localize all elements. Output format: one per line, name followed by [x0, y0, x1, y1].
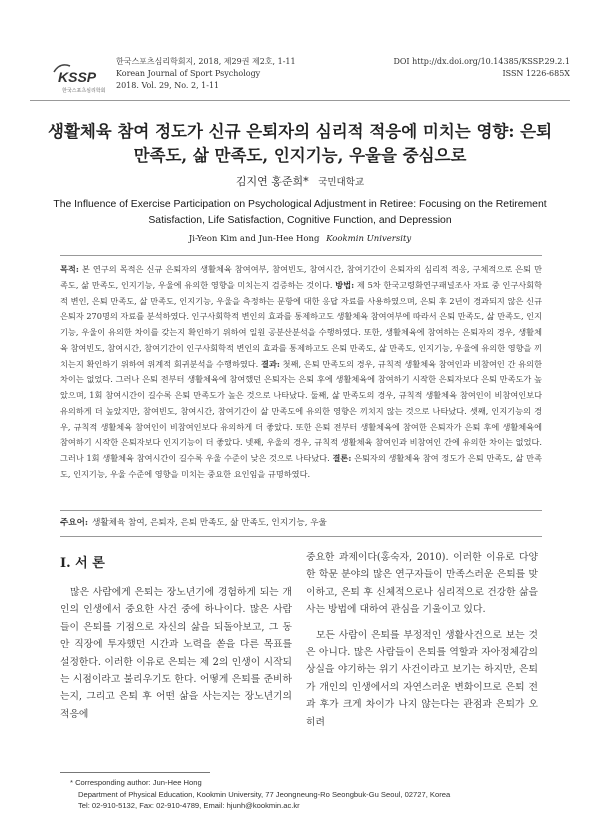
- footnote: [70, 777, 450, 812]
- author-names-ko: 김지연 홍준희*: [235, 175, 309, 188]
- journal-name-ko: 한국스포츠심리학회지, 2018, 제29권 제2호, 1-11: [116, 57, 296, 66]
- abstract-method: 제 5차 한국고령화연구패널조사 자료 중 인구사회학적 변인, 은퇴 만족도, 삶 만족도, 인지기능, 우울을 측정하는 문항에 대한 응답 자료를 사용하였으며, 은퇴 후 2년이 경과되지 않은 신규 은퇴자 270명의 자료를 분석하였다. 인구사회학적 변인의 효과를 통제하고도 생활체육 참여여부에 따라서 은퇴 만족도, 삶 만족도, 인지기능, 우울이 유의한 차이를 갖는지 확인하기 위하여 일원 공분산분석을 수행하였다. 또한, 생활체육에 참여하는 은퇴자의 경우, 생활체육 참여빈도, 참여시간, 참여기간이 인구사회학적 변인의 효과를 통제하고도 은퇴 만족도, 삶 만족도, 인지기능, 우울에 유의한 영향을 끼치는지 확인하기 위하여 위계적 회귀분석을 수행하였다.: [60, 279, 543, 369]
- abstract-conclusion-label: 결론:: [332, 453, 352, 463]
- body-paragraph: 많은 사람에게 은퇴는 장노년기에 경험하게 되는 개인의 인생에서 중요한 사건 중에 하나이다. 많은 사람들이 은퇴를 기점으로 자신의 삶을 되돌아보고, 그 동안 직장에 투자했던 시간과 노력을 쏟을 다른 목표를 설정한다. 이러한 이유로 은퇴는 제 2의 인생이 시작되는 시점이라고 불리우기도 한다. 어떻게 은퇴를 준비하는지, 그리고 은퇴 후 어떤 삶을 사는지는 장노년기의 적응에: [60, 587, 292, 720]
- affiliation-ko: 국민대학교: [318, 177, 365, 188]
- title-ko-line2: 만족도, 삶 만족도, 인지기능, 우울을 중심으로: [133, 146, 467, 165]
- authors-ko: [0, 173, 600, 189]
- keywords-top-rule: [60, 510, 542, 511]
- body-column-right: [306, 549, 538, 731]
- journal-logo: [50, 58, 112, 96]
- authors-en: [0, 234, 600, 244]
- journal-identifiers: [393, 56, 570, 80]
- footnote-address: Department of Physical Education, Kookmin University, 77 Jeongneung-Ro Seongbuk-Gu Seoul, 02727, Korea: [78, 789, 451, 799]
- abstract-purpose: 본 연구의 목적은 신규 은퇴자의 생활체육 참여여부, 참여빈도, 참여시간, 참여기간이 은퇴자의 심리적 적응, 구체적으로 은퇴 만족도, 삶 만족도, 인지기능, 우울에 유의한 영향을 미치는지 검증하는 것이다.: [60, 264, 542, 290]
- issn-text: ISSN 1226-685X: [502, 69, 570, 78]
- footnote-contact: Tel: 02-910-5132, Fax: 02-910-4789, Email: hjunh@kookmin.ac.kr: [78, 801, 300, 810]
- paper-title-ko: [40, 120, 560, 168]
- title-ko-line1: 생활체육 참여 정도가 신규 은퇴자의 심리적 적응에 미치는 영향: 은퇴: [47, 122, 553, 141]
- header-rule: [30, 100, 570, 101]
- paper-title-en: [36, 197, 564, 229]
- body-column-left: [60, 584, 292, 723]
- abstract-conclusion: 은퇴자의 생활체육 참여 정도가 은퇴 만족도, 삶 만족도, 인지기능, 우울 수준에 영향을 미치는 중요한 요인임을 규명하였다.: [60, 453, 542, 479]
- author-names-en: Ji-Yeon Kim and Jun-Hee Hong: [188, 234, 320, 244]
- logo-subtext: 한국스포츠심리학회: [62, 88, 106, 94]
- journal-name-en: Korean Journal of Sport Psychology: [116, 69, 261, 78]
- abstract-result: 첫째, 은퇴 만족도의 경우, 규칙적 생활체육 참여인과 비참여인 간 유의한 차이는 없었다. 그러나 은퇴 전부터 생활체육에 참여했던 은퇴자는 은퇴 후에 생활체육에 참여하기 시작한 은퇴자보다 은퇴 만족도가 높았으며, 1회 참여시간이 길수록 은퇴 만족도가 높은 것으로 나타났다. 둘째, 삶 만족도의 경우, 규칙적 생활체육 참여인이 비참여인보다 유의하게 더 높았지만, 참여빈도, 참여시간, 참여기간이 삶 만족도에 유의한 영향은 끼치지 않는 것으로 나타났다. 셋째, 인지기능의 경우, 규칙적 생활체육 참여인이 비참여인보다 유의하게 더 좋았다. 또한 은퇴 전부터 생활체육에 참여한 은퇴자가 은퇴 후에 생활체육에 참여하기 시작한 은퇴자보다 인지기능이 더 좋았다. 넷째, 우울의 경우, 규칙적 생활체육 참여인과 비참여인 간에 유의한 차이는 없었다. 그러나 1회 생활체육 참여시간이 길수록 우울 수준이 낮은 것으로 나타났다.: [60, 358, 542, 463]
- keywords-bottom-rule: [60, 536, 542, 537]
- abstract-result-label: 결과:: [261, 358, 280, 369]
- keywords: [60, 516, 542, 528]
- abstract-purpose-label: 목적:: [60, 264, 79, 274]
- title-en-line1: The Influence of Exercise Participation on Psychological Adjustment in Retiree: Focusing on the Retirement: [53, 199, 547, 210]
- footnote-rule: [60, 772, 210, 773]
- body-paragraph: 중요한 과제이다(홍숙자, 2010). 이러한 이유로 다양한 학문 분야의 많은 연구자들이 만족스러운 은퇴를 맞이하고, 은퇴 후 신체적으로나 심리적으로 건강한 삶을 사는 방법에 대하여 관심을 기울이고 있다.: [306, 552, 538, 616]
- title-en-line2: Satisfaction, Life Satisfaction, Cognitive Function, and Depression: [148, 215, 452, 226]
- section-heading-introduction: I. 서 론: [60, 556, 105, 571]
- journal-volume-en: 2018. Vol. 29, No. 2, 1-11: [116, 81, 220, 90]
- logo-text: KSSP: [58, 69, 97, 85]
- abstract-method-label: 방법:: [335, 279, 355, 290]
- journal-citation: [116, 56, 296, 92]
- body-paragraph: 모든 사람이 은퇴를 부정적인 생활사건으로 보는 것은 아니다. 많은 사람들이 은퇴를 역할과 자아정체감의 상실을 야기하는 위기 사건이라고 보기는 하지만, 은퇴가 개인의 인생에서의 자연스러운 변화이므로 은퇴 전과 후가 크게 차이가 나지 않는다는 관점과 은퇴가 오히려: [306, 629, 538, 728]
- abstract-top-rule: [60, 255, 542, 256]
- doi-text[interactable]: DOI http://dx.doi.org/10.14385/KSSP.29.2.1: [393, 57, 570, 66]
- footnote-author: * Corresponding author: Jun-Hee Hong: [70, 778, 202, 787]
- affiliation-en: Kookmin University: [326, 234, 412, 244]
- keywords-list: 생활체육 참여, 은퇴자, 은퇴 만족도, 삶 만족도, 인지기능, 우울: [92, 518, 327, 528]
- keywords-label: 주요어:: [60, 518, 89, 528]
- abstract: [60, 262, 542, 483]
